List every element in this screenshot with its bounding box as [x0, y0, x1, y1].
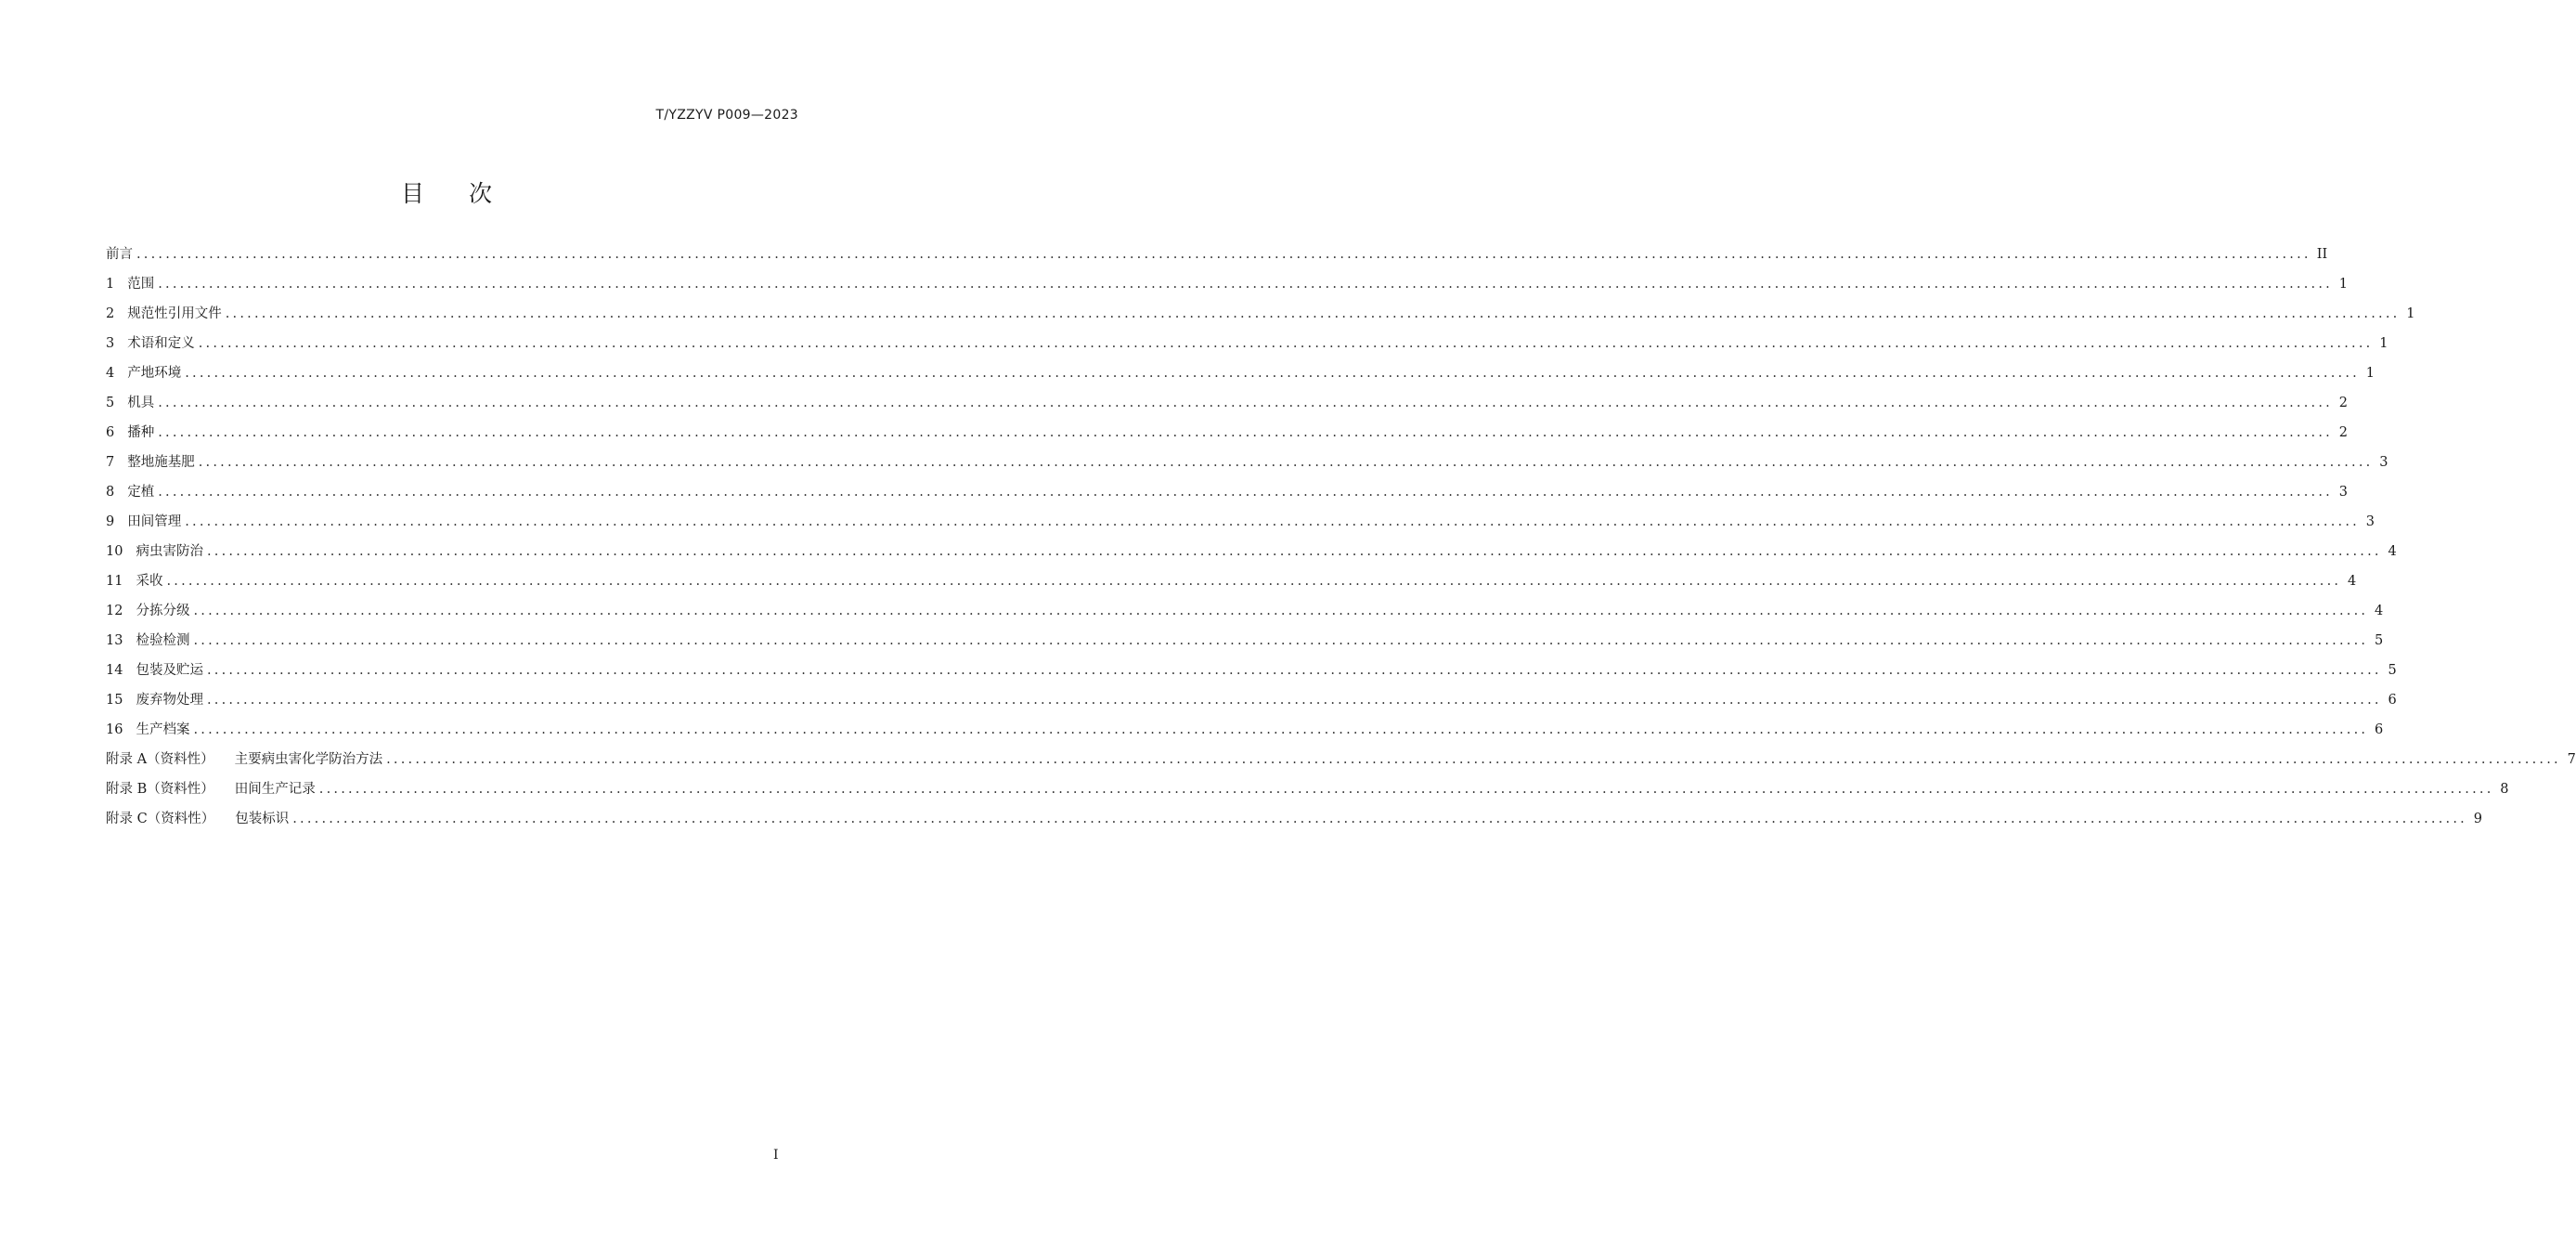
toc-entry[interactable] — [106, 626, 2384, 656]
toc-entry-number: 10 — [106, 544, 123, 559]
toc-appendix-entry[interactable] — [106, 745, 2576, 774]
toc-leader-dots: ............................................................................................................................................................................................................................................................................................................ — [185, 514, 2360, 529]
toc-entry-page: 1 — [2379, 336, 2388, 351]
toc-entry-label: 检验检测 — [136, 633, 190, 648]
toc-entry-page: 3 — [2379, 455, 2388, 470]
toc-entry[interactable] — [106, 388, 2348, 418]
toc-title-char: 目 — [400, 180, 424, 207]
toc-entry-page: 8 — [2500, 782, 2509, 797]
toc-entry-page: 3 — [2338, 485, 2348, 500]
toc-entry-number: 5 — [106, 396, 115, 410]
toc-leader-dots: ............................................................................................................................................................................................................................................................................................................ — [158, 396, 2333, 410]
toc-leader-dots: ............................................................................................................................................................................................................................................................................................................ — [185, 366, 2360, 381]
toc-leader-dots: ............................................................................................................................................................................................................................................................................................................ — [193, 722, 2369, 737]
toc-entry[interactable] — [106, 566, 2357, 596]
toc-leader-dots: ............................................................................................................................................................................................................................................................................................................ — [198, 336, 2374, 351]
toc-entry-page: 2 — [2338, 396, 2348, 410]
toc-entry[interactable] — [106, 358, 2375, 388]
toc-leader-dots: ............................................................................................................................................................................................................................................................................................................ — [136, 247, 2311, 262]
toc-entry-number: 14 — [106, 663, 123, 678]
toc-title — [0, 178, 882, 210]
toc-entry-page: 1 — [2338, 277, 2348, 292]
toc-leader-dots: ............................................................................................................................................................................................................................................................................................................ — [158, 425, 2333, 440]
toc-entry-number: 6 — [106, 425, 115, 440]
toc-entry-label: 整地施基肥 — [127, 455, 195, 470]
toc-entry-number: 3 — [106, 336, 115, 351]
document-code: T/YZZYV P009—2023 — [655, 108, 798, 123]
page-number: I — [773, 1148, 779, 1163]
toc-entry[interactable] — [106, 537, 2397, 566]
toc-entry-page: II — [2316, 247, 2328, 262]
toc-entry-number: 11 — [106, 574, 123, 589]
toc-entry-page: 1 — [2365, 366, 2375, 381]
toc-leader-dots: ............................................................................................................................................................................................................................................................................................................ — [206, 663, 2382, 678]
toc-entry-page: 1 — [2406, 306, 2415, 321]
toc-entry-label: 包装及贮运 — [136, 663, 203, 678]
toc-entry-number: 9 — [106, 514, 115, 529]
toc-entry-label: 包装标识 — [235, 812, 290, 826]
toc-entry-label: 病虫害防治 — [136, 544, 203, 559]
toc-entry-label: 前言 — [106, 247, 133, 262]
toc-title-char: 次 — [469, 180, 493, 207]
toc-entry[interactable] — [106, 507, 2375, 537]
toc-entry-label: 田间管理 — [127, 514, 182, 529]
toc-leader-dots: ............................................................................................................................................................................................................................................................................................................ — [193, 604, 2369, 618]
toc-appendix-prefix: 附录 A（资料性） — [106, 752, 214, 767]
toc-leader-dots: ............................................................................................................................................................................................................................................................................................................ — [166, 574, 2342, 589]
toc-appendix-entry[interactable] — [106, 774, 2509, 804]
toc-entry-foreword[interactable] — [106, 240, 2328, 269]
toc-entry-label: 废弃物处理 — [136, 693, 203, 708]
toc-entry-number: 4 — [106, 366, 115, 381]
toc-entry-number: 7 — [106, 455, 115, 470]
toc-entry-page: 9 — [2473, 812, 2482, 826]
toc-entry-page: 4 — [2388, 544, 2397, 559]
toc-leader-dots: ............................................................................................................................................................................................................................................................................................................ — [292, 812, 2467, 826]
toc-entry-label: 采收 — [136, 574, 163, 589]
toc-entry-number: 1 — [106, 277, 115, 292]
toc-entry-page: 5 — [2388, 663, 2397, 678]
toc-leader-dots: ............................................................................................................................................................................................................................................................................................................ — [225, 306, 2401, 321]
toc-leader-dots: ............................................................................................................................................................................................................................................................................................................ — [198, 455, 2374, 470]
toc-entry-page: 2 — [2338, 425, 2348, 440]
toc-entry-page: 6 — [2388, 693, 2397, 708]
toc-entry[interactable] — [106, 418, 2348, 448]
toc-entry[interactable] — [106, 596, 2384, 626]
toc-entry-page: 5 — [2374, 633, 2384, 648]
toc-entry-page: 4 — [2374, 604, 2384, 618]
toc-leader-dots: ............................................................................................................................................................................................................................................................................................................ — [158, 485, 2333, 500]
toc-leader-dots: ............................................................................................................................................................................................................................................................................................................ — [206, 693, 2382, 708]
toc-entry-number: 13 — [106, 633, 123, 648]
toc-entry-label: 机具 — [127, 396, 155, 410]
toc-entry-label: 分拣分级 — [136, 604, 190, 618]
toc-entry-number: 16 — [106, 722, 123, 737]
toc-appendix-entry[interactable] — [106, 804, 2482, 834]
toc-entry-label: 田间生产记录 — [234, 782, 316, 797]
toc-entry-number: 8 — [106, 485, 115, 500]
toc-leader-dots: ............................................................................................................................................................................................................................................................................................................ — [193, 633, 2369, 648]
toc-entry-label: 生产档案 — [136, 722, 190, 737]
toc-entry-label: 范围 — [127, 277, 155, 292]
toc-entry-label: 规范性引用文件 — [127, 306, 222, 321]
toc-entry-label: 播种 — [127, 425, 155, 440]
toc-entry-page: 3 — [2365, 514, 2375, 529]
toc-list — [106, 240, 2576, 834]
toc-leader-dots: ............................................................................................................................................................................................................................................................................................................ — [206, 544, 2382, 559]
toc-entry[interactable] — [106, 715, 2384, 745]
toc-entry-label: 定植 — [127, 485, 155, 500]
toc-entry-label: 主要病虫害化学防治方法 — [234, 752, 383, 767]
toc-entry[interactable] — [106, 269, 2348, 299]
toc-leader-dots: ............................................................................................................................................................................................................................................................................................................ — [158, 277, 2333, 292]
toc-entry[interactable] — [106, 477, 2348, 507]
toc-appendix-prefix: 附录 B（资料性） — [106, 782, 214, 797]
toc-entry-page: 6 — [2374, 722, 2384, 737]
toc-entry[interactable] — [106, 685, 2397, 715]
toc-entry[interactable] — [106, 299, 2415, 329]
toc-leader-dots: ............................................................................................................................................................................................................................................................................................................ — [318, 782, 2494, 797]
toc-entry-label: 产地环境 — [127, 366, 182, 381]
toc-appendix-prefix: 附录 C（资料性） — [106, 812, 215, 826]
toc-leader-dots: ............................................................................................................................................................................................................................................................................................................ — [386, 752, 2561, 767]
toc-entry-number: 2 — [106, 306, 115, 321]
toc-entry-label: 术语和定义 — [127, 336, 195, 351]
toc-entry-number: 12 — [106, 604, 123, 618]
toc-entry-page: 4 — [2347, 574, 2357, 589]
toc-entry[interactable] — [106, 448, 2388, 477]
toc-entry-number: 15 — [106, 693, 123, 708]
toc-entry[interactable] — [106, 329, 2388, 358]
toc-entry-page: 7 — [2567, 752, 2576, 767]
toc-entry[interactable] — [106, 656, 2397, 685]
